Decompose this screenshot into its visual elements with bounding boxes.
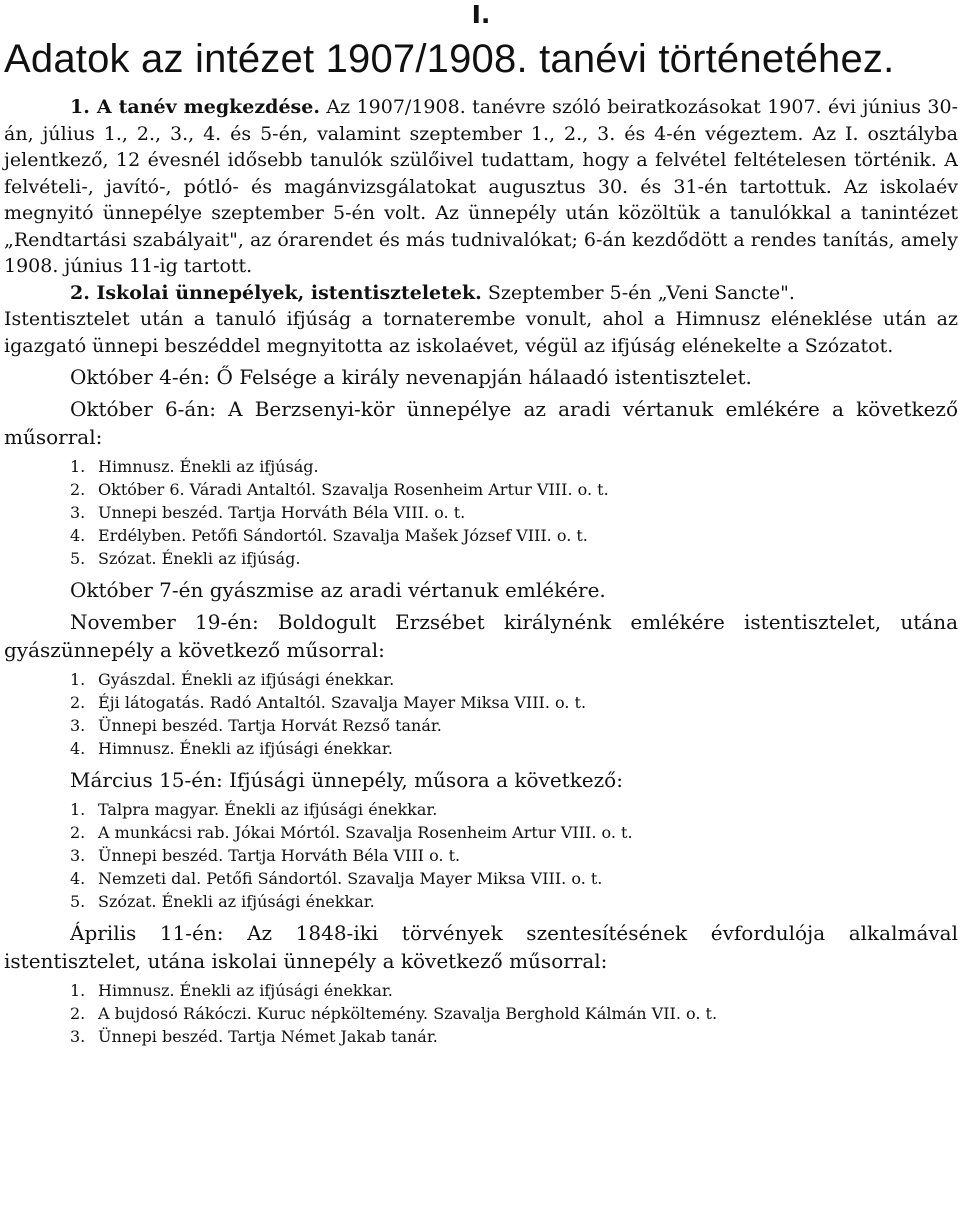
program-item: [4, 798, 958, 821]
section-1-text: Az 1907/1908. tanévre szóló beiratkozásokat 1907. évi június 30-án, július 1., 2., 3., 4. és 5-én, valamint szeptember 1., 2., 3. és 4-én végeztem. Az I. osztályba jelentkező, 12 évesnél idősebb tanulók szülőivel tudattam, hogy a felvétel feltételesen történik. A felvételi-, javító-, pótló- és magánvizsgálatokat augusztus 30. és 31-én tartottuk. Az iskolaév megnyitó ünnepélye szeptember 5-én volt. Az ünnepély után közöltük a tanulókkal a tanintézet „Rendtartási szabályait", az órarendet és más tudnivalókat; 6-án kezdődött a rendes tanítás, amely 1908. június 11-ig tartott.: [4, 96, 958, 277]
program-item-text: Erdélyben. Petőfi Sándortól. Szavalja Mašek József VIII. o. t.: [98, 526, 588, 545]
program-item: [4, 524, 958, 547]
program-item-number: 5.: [70, 549, 86, 568]
section-2-heading: 2. Iskolai ünnepélyek, istentiszteletek.: [70, 281, 482, 304]
program-item-text: Szózat. Énekli az ifjúság.: [98, 549, 301, 568]
program-item-number: 1.: [70, 981, 86, 1000]
program-item-text: Himnusz. Énekli az ifjúsági énekkar.: [98, 981, 393, 1000]
program-list: [4, 979, 958, 1048]
program-item-text: Himnusz. Énekli az ifjúság.: [98, 457, 319, 476]
program-item-text: Ünnepi beszéd. Tartja Horváth Béla VIII o. t.: [98, 846, 461, 865]
program-item-text: Október 6. Váradi Antaltól. Szavalja Rosenheim Artur VIII. o. t.: [98, 480, 609, 499]
program-item: [4, 668, 958, 691]
events-list: [4, 363, 958, 1048]
program-item-text: Szózat. Énekli az ifjúsági énekkar.: [98, 892, 375, 911]
program-item: [4, 890, 958, 913]
program-item: [4, 844, 958, 867]
program-item-text: A bujdosó Rákóczi. Kuruc népköltemény. Szavalja Berghold Kálmán VII. o. t.: [98, 1004, 718, 1023]
section-2-lead: Szeptember 5-én „Veni Sancte".: [487, 281, 795, 304]
program-item-number: 2.: [70, 480, 86, 499]
event-paragraph: Október 7-én gyászmise az aradi vértanuk emlékére.: [70, 578, 606, 602]
program-item-number: 4.: [70, 739, 86, 758]
page-title: Adatok az intézet 1907/1908. tanévi történetéhez.: [4, 37, 895, 81]
program-list: [4, 455, 958, 570]
program-item: [4, 867, 958, 890]
program-item-text: Éji látogatás. Radó Antaltól. Szavalja Mayer Miksa VIII. o. t.: [98, 693, 587, 712]
event-paragraph: Október 6-án: A Berzsenyi-kör ünnepélye az aradi vértanuk emlékére a következő műsorral:: [4, 397, 958, 449]
program-item-number: 3.: [70, 846, 86, 865]
program-list: [4, 668, 958, 760]
section-1-paragraph: [4, 94, 958, 280]
program-item-number: 3.: [70, 716, 86, 735]
program-item-number: 2.: [70, 1004, 86, 1023]
program-item-number: 3.: [70, 503, 86, 522]
program-item-number: 4.: [70, 526, 86, 545]
program-item: [4, 691, 958, 714]
event-paragraph: Április 11-én: Az 1848-iki törvények szentesítésének évfordulója alkalmával istentisztelet, utána iskolai ünnepély a következő műsorral:: [4, 921, 958, 973]
program-item-number: 1.: [70, 800, 86, 819]
section-2-paragraph: [4, 280, 958, 307]
program-list: [4, 798, 958, 913]
program-item-number: 5.: [70, 892, 86, 911]
program-item: [4, 821, 958, 844]
program-item: [4, 714, 958, 737]
program-item-number: 2.: [70, 693, 86, 712]
program-item-number: 3.: [70, 1027, 86, 1046]
program-item-text: Unnepi beszéd. Tartja Horváth Béla VIII. o. t.: [98, 503, 466, 522]
program-item: [4, 979, 958, 1002]
program-item-text: Ünnepi beszéd. Tartja Német Jakab tanár.: [98, 1027, 438, 1046]
program-item-text: Talpra magyar. Énekli az ifjúsági énekkar.: [98, 800, 438, 819]
program-item-text: Nemzeti dal. Petőfi Sándortól. Szavalja Mayer Miksa VIII. o. t.: [98, 869, 603, 888]
program-item: [4, 547, 958, 570]
program-item-number: 2.: [70, 823, 86, 842]
section-1-heading: 1. A tanév megkezdése.: [70, 96, 320, 118]
program-item: [4, 478, 958, 501]
program-item: [4, 501, 958, 524]
program-item-text: A munkácsi rab. Jókai Mórtól. Szavalja Rosenheim Artur VIII. o. t.: [98, 823, 633, 842]
program-item-text: Ünnepi beszéd. Tartja Horvát Rezső tanár.: [98, 716, 442, 735]
program-item-text: Himnusz. Énekli az ifjúsági énekkar.: [98, 739, 393, 758]
program-item-number: 1.: [70, 457, 86, 476]
program-item: [4, 1025, 958, 1048]
program-item: [4, 1002, 958, 1025]
event-paragraph: Március 15-én: Ifjúsági ünnepély, műsora a következő:: [70, 768, 623, 792]
page-number: I.: [471, 0, 491, 29]
program-item-number: 4.: [70, 869, 86, 888]
program-item-number: 1.: [70, 670, 86, 689]
program-item-text: Gyászdal. Énekli az ifjúsági énekkar.: [98, 670, 395, 689]
program-item: [4, 737, 958, 760]
event-paragraph: November 19-én: Boldogult Erzsébet királynénk emlékére istentisztelet, utána gyászünnepély a következő műsorral:: [4, 610, 958, 662]
section-2-text: Istentisztelet után a tanuló ifjúság a tornaterembe vonult, ahol a Himnusz eléneklése után az igazgató ünnepi beszéddel megnyitotta az iskolaévet, végül az ifjúság elénekelte a Szózatot.: [4, 308, 958, 357]
event-paragraph: Október 4-én: Ő Felsége a király nevenapján hálaadó istentisztelet.: [70, 365, 752, 389]
program-item: [4, 455, 958, 478]
